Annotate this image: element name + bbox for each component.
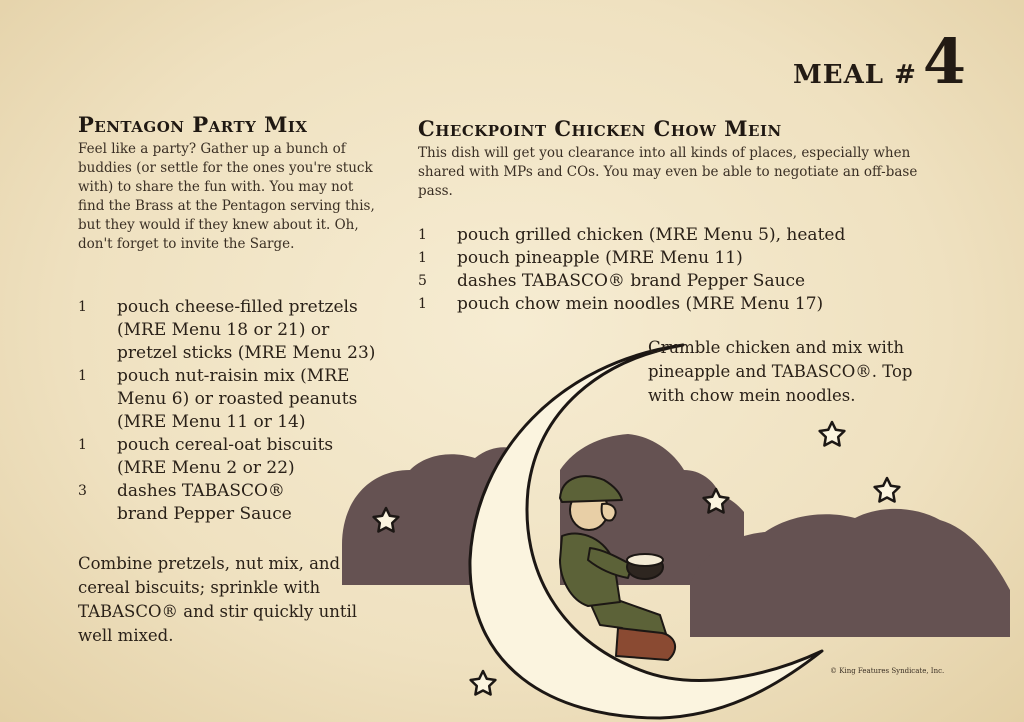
copyright-notice: © King Features Syndicate, Inc. — [830, 667, 945, 675]
recipe-intro-chow-mein: This dish will get you clearance into all kinds of places, especially when shared with MPs and COs. You may even be able to negotiate an off-base pass. — [418, 145, 918, 199]
ingredient-text: pouch chow mein noodles (MRE Menu 17) — [457, 294, 824, 314]
recipe-title-chow-mein: Checkpoint Chicken Chow Mein — [418, 116, 782, 141]
ingredient-qty: 1 — [78, 368, 87, 384]
recipe-instructions-party-mix: Combine pretzels, nut mix, and cereal biscuits; sprinkle with TABASCO® and stir quickly until well mixed. — [78, 554, 358, 645]
ingredient-item — [78, 434, 383, 480]
ingredient-item — [418, 270, 888, 293]
ingredient-item — [418, 224, 888, 247]
ingredient-list-chow-mein — [418, 224, 888, 316]
recipe-instructions-chow-mein: Crumble chicken and mix with pineapple and TABASCO®. Top with chow mein noodles. — [648, 338, 913, 405]
star-icon — [820, 422, 845, 446]
ingredient-qty: 1 — [418, 296, 427, 312]
star-icon — [471, 671, 496, 695]
ingredient-qty: 1 — [418, 227, 427, 243]
bowl-rim — [627, 554, 663, 566]
ingredient-text: pouch nut-raisin mix (MRE Menu 6) or roasted peanuts (MRE Menu 11 or 14) — [117, 366, 358, 432]
ingredient-qty: 1 — [78, 299, 87, 315]
ingredient-qty: 1 — [418, 250, 427, 266]
star-icon — [875, 478, 900, 502]
ingredient-item — [78, 296, 383, 365]
ingredient-text: pouch cereal-oat biscuits (MRE Menu 2 or 22) — [117, 435, 334, 478]
clouds — [342, 434, 1010, 637]
meal-label: MEAL # — [792, 60, 917, 90]
ingredient-item — [78, 480, 383, 526]
ingredient-qty: 1 — [78, 437, 87, 453]
ingredient-item — [418, 293, 888, 316]
ingredient-item — [418, 247, 888, 270]
recipe-title-party-mix: Pentagon Party Mix — [78, 112, 308, 137]
ingredient-text: dashes TABASCO® brand Pepper Sauce — [117, 481, 292, 524]
ingredient-text: pouch cheese-filled pretzels (MRE Menu 18 or 21) or pretzel sticks (MRE Menu 23) — [117, 297, 376, 363]
ingredient-list-party-mix — [78, 296, 383, 526]
recipe-intro-party-mix: Feel like a party? Gather up a bunch of buddies (or settle for the ones you're stuck with) to share the fun with. You may not find the Brass at the Pentagon serving this, but they would if they knew about it. Oh, don't forget to invite the Sarge. — [78, 141, 375, 252]
ingredient-text: pouch pineapple (MRE Menu 11) — [457, 248, 743, 268]
ingredient-item — [78, 365, 383, 434]
ingredient-qty: 3 — [78, 483, 87, 499]
ingredient-text: dashes TABASCO® brand Pepper Sauce — [457, 271, 806, 291]
meal-number: 4 — [922, 25, 966, 98]
soldier-nose — [602, 504, 616, 521]
ingredient-text: pouch grilled chicken (MRE Menu 5), heated — [457, 225, 846, 245]
ingredient-qty: 5 — [418, 273, 427, 289]
